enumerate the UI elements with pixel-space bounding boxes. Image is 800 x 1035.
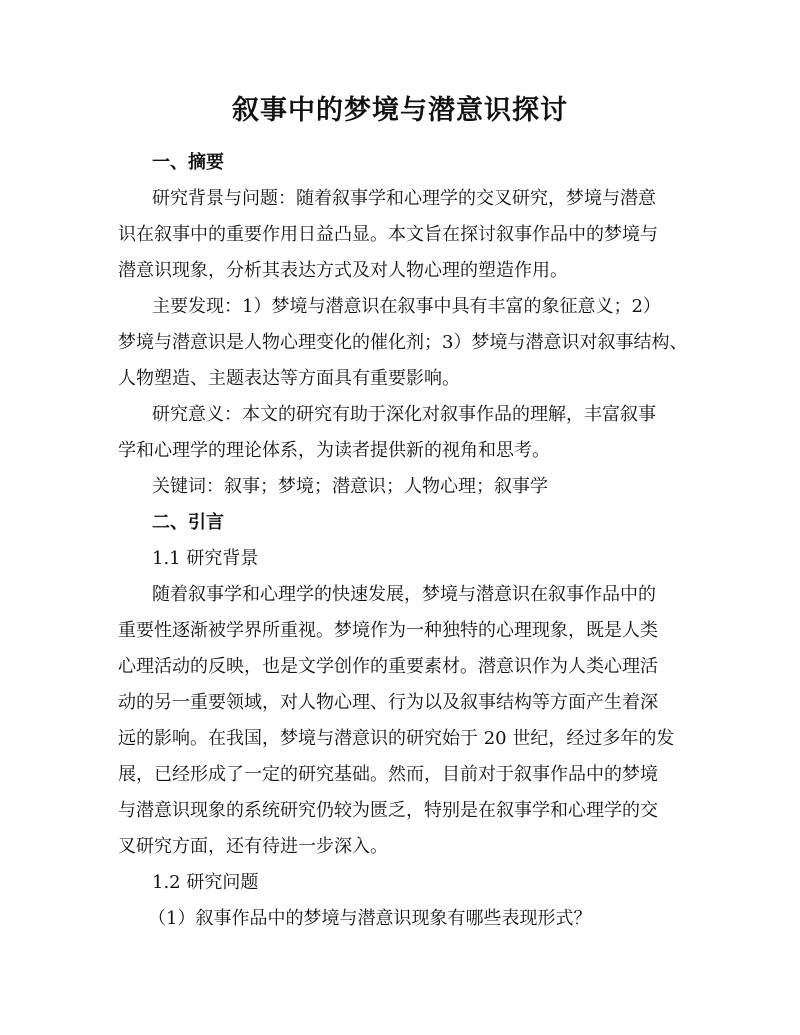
intro-paragraph-line: 动的另一重要领域，对人物心理、行为以及叙事结构等方面产生着深 xyxy=(118,692,658,713)
intro-paragraph-line: 与潜意识现象的系统研究仍较为匮乏，特别是在叙事学和心理学的交 xyxy=(118,800,658,821)
intro-heading: 二、引言 xyxy=(152,512,224,533)
research-question: （1）叙事作品中的梦境与潜意识现象有哪些表现形式？ xyxy=(148,908,592,929)
abstract-significance-line: 研究意义：本文的研究有助于深化对叙事作品的理解，丰富叙事 xyxy=(152,404,656,425)
abstract-background-line: 研究背景与问题：随着叙事学和心理学的交叉研究，梦境与潜意 xyxy=(152,188,656,209)
abstract-keywords: 关键词：叙事；梦境；潜意识；人物心理；叙事学 xyxy=(152,476,548,497)
abstract-background-line: 潜意识现象，分析其表达方式及对人物心理的塑造作用。 xyxy=(118,260,568,281)
intro-paragraph-line: 叉研究方面，还有待进一步深入。 xyxy=(118,836,388,857)
subsection-heading: 1.1 研究背景 xyxy=(152,548,259,569)
intro-paragraph-line: 重要性逐渐被学界所重视。梦境作为一种独特的心理现象，既是人类 xyxy=(118,620,658,641)
abstract-findings-line: 梦境与潜意识是人物心理变化的催化剂；3）梦境与潜意识对叙事结构、 xyxy=(118,332,688,353)
intro-paragraph-line: 展，已经形成了一定的研究基础。然而，目前对于叙事作品中的梦境 xyxy=(118,764,658,785)
abstract-heading: 一、摘要 xyxy=(152,152,224,173)
abstract-significance-line: 学和心理学的理论体系，为读者提供新的视角和思考。 xyxy=(118,440,550,461)
intro-paragraph-line: 远的影响。在我国，梦境与潜意识的研究始于 20 世纪，经过多年的发 xyxy=(118,728,675,749)
abstract-findings-line: 主要发现：1）梦境与潜意识在叙事中具有丰富的象征意义；2） xyxy=(152,296,661,317)
abstract-background-line: 识在叙事中的重要作用日益凸显。本文旨在探讨叙事作品中的梦境与 xyxy=(118,224,658,245)
intro-paragraph-line: 心理活动的反映，也是文学创作的重要素材。潜意识作为人类心理活 xyxy=(118,656,658,677)
document-title: 叙事中的梦境与潜意识探讨 xyxy=(232,95,568,126)
subsection-heading: 1.2 研究问题 xyxy=(152,872,259,893)
abstract-findings-line: 人物塑造、主题表达等方面具有重要影响。 xyxy=(118,368,460,389)
intro-paragraph-line: 随着叙事学和心理学的快速发展，梦境与潜意识在叙事作品中的 xyxy=(152,584,656,605)
